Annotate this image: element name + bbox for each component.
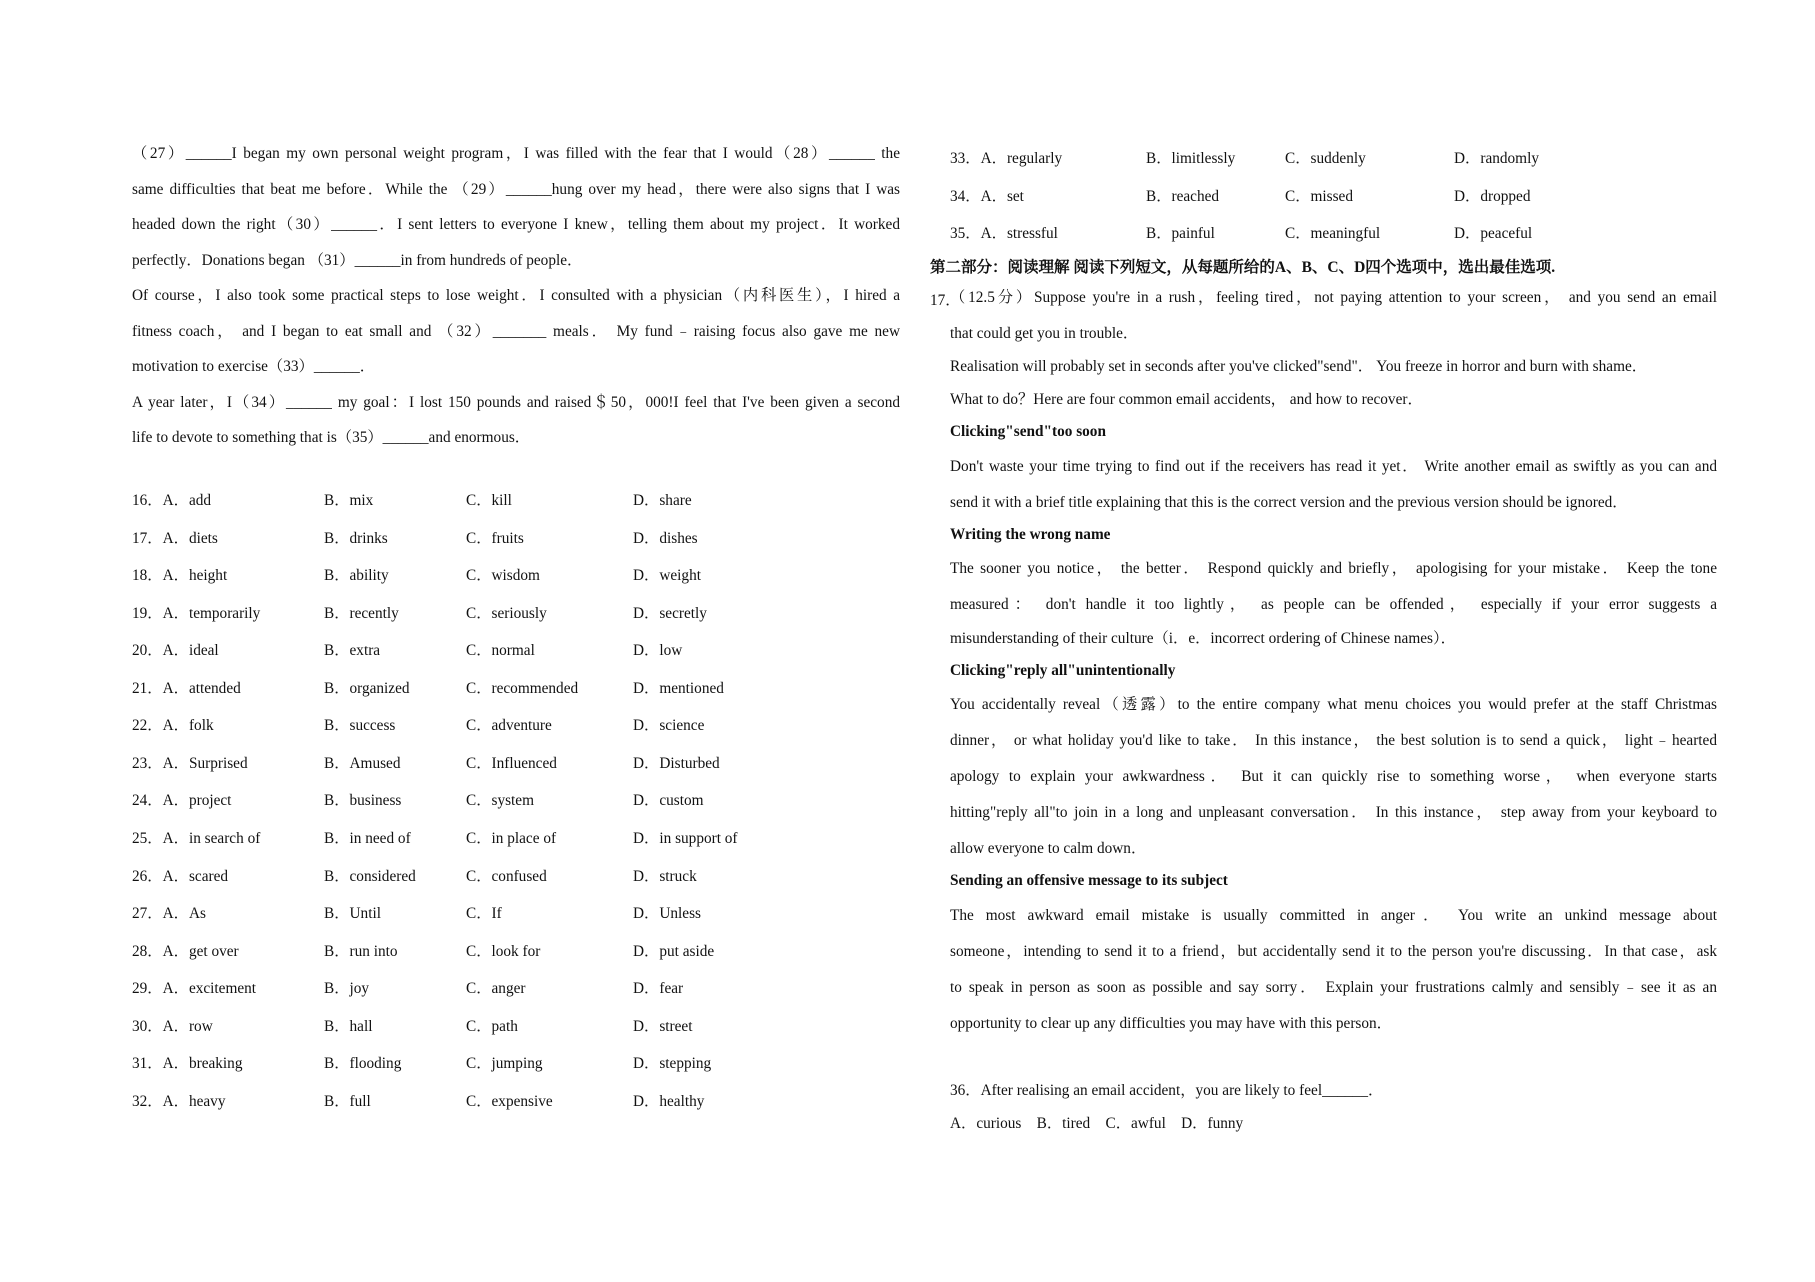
option-b: B．success	[324, 717, 396, 735]
passage-line: someone，intending to send it to a friend，but accidentally send it to the person you're discussing．In that case，ask	[950, 943, 1717, 960]
option-b: B．full	[324, 1092, 371, 1110]
passage-line: perfectly．Donations began （31）______in from hundreds of people．	[132, 251, 583, 269]
subheading: Sending an offensive message to its subject	[950, 872, 1228, 889]
option-b: B．recently	[324, 604, 399, 622]
question-number: 24．A．	[132, 792, 189, 810]
option-b: B．joy	[324, 980, 370, 998]
option-c: C．confused	[466, 867, 547, 885]
option-c: C．system	[466, 792, 534, 810]
option-c: C．Influenced	[466, 754, 557, 772]
passage-line: （12.5分）Suppose you're in a rush，feeling tired，not paying attention to your screen， and you send an email	[950, 289, 1717, 306]
cloze-passage	[132, 136, 900, 456]
option-a	[132, 1051, 242, 1073]
option-d: D．randomly	[1454, 150, 1539, 167]
question-number: 22．A．	[132, 717, 189, 735]
option-d: D．street	[633, 1017, 693, 1035]
option-c: C．jumping	[466, 1055, 543, 1073]
passage-line: opportunity to clear up any difficulties you may have with this person．	[950, 1015, 1392, 1032]
option-c: C．meaningful	[1285, 225, 1381, 242]
passage-line: The most awkward email mistake is usually committed in anger． You write an unkind message about	[950, 907, 1717, 924]
subheading: Writing the wrong name	[950, 526, 1111, 543]
option-b: B．considered	[324, 867, 416, 885]
option-a-text: attended	[188, 679, 241, 697]
passage-line: allow everyone to calm down．	[950, 840, 1147, 857]
option-c: C．If	[466, 905, 502, 923]
option-a-text: temporarily	[188, 604, 261, 622]
question-number: 30．A．	[132, 1017, 189, 1035]
option-a-text: ideal	[188, 642, 219, 660]
option-a-text: diets	[188, 529, 218, 547]
option-d: D．secretly	[633, 604, 707, 622]
passage-line: apology to explain your awkwardness． But it can quickly rise to something worse， when everyone starts	[950, 768, 1717, 785]
option-a: 34．A．set	[950, 188, 1024, 205]
option-b: B．business	[324, 792, 402, 810]
question-number: 29．A．	[132, 980, 189, 998]
option-a	[132, 939, 239, 961]
option-a	[132, 1014, 213, 1036]
option-a-text: row	[188, 1017, 213, 1035]
option-d: D．peaceful	[1454, 225, 1533, 242]
option-c: C．suddenly	[1285, 150, 1366, 167]
option-b: B．limitlessly	[1146, 150, 1236, 167]
option-a: 33．A．regularly	[950, 150, 1063, 167]
option-a: 35．A．stressful	[950, 225, 1058, 242]
passage-line: What to do？Here are four common email accidents， and how to recover．	[950, 391, 1423, 408]
passage-line: Don't waste your time trying to find out if the receivers has read it yet． Write another email as swiftly as you can and	[950, 458, 1717, 475]
option-a	[132, 601, 260, 623]
option-b: B．reached	[1146, 188, 1220, 205]
option-b: B．in need of	[324, 829, 411, 847]
option-b: B．ability	[324, 567, 389, 585]
option-d: D．healthy	[633, 1092, 705, 1110]
option-b: B．drinks	[324, 529, 388, 547]
option-b: B．flooding	[324, 1055, 402, 1073]
passage-line: misunderstanding of their culture（i．e．incorrect ordering of Chinese names）．	[950, 630, 1456, 647]
passage-line: headed down the right（30）______．I sent letters to everyone I knew，telling them about my project．It worked	[132, 216, 900, 233]
option-a-text: in search of	[188, 829, 261, 847]
option-a	[132, 713, 214, 735]
option-a	[132, 676, 241, 698]
option-a	[132, 976, 256, 998]
option-b: B．Amused	[324, 754, 401, 772]
option-d: D．dropped	[1454, 188, 1531, 205]
option-d: D．low	[633, 642, 683, 660]
option-d: D．share	[633, 492, 692, 509]
option-a-text: As	[188, 905, 206, 923]
option-d: D．fear	[633, 980, 684, 998]
section-heading: 第二部分：阅读理解 阅读下列短文，从每题所给的A、B、C、D四个选项中，选出最佳选项.	[930, 259, 1556, 276]
question-number: 27．A．	[132, 905, 189, 923]
question-number: 25．A．	[132, 829, 189, 847]
passage-line: （27）______I began my own personal weight program，I was filled with the fear that I would（28）______ the	[132, 145, 900, 162]
option-a	[132, 488, 211, 510]
option-b: B．organized	[324, 679, 410, 697]
passage-line: fitness coach， and I began to eat small and （32）_______ meals． My fund﹣raising focus also gave me new	[132, 322, 900, 340]
question-17-number: 17．	[930, 292, 961, 309]
passage-line: motivation to exercise（33）______．	[132, 358, 376, 375]
passage-line: life to devote to something that is（35）______and enormous．	[132, 429, 531, 446]
option-a-text: scared	[188, 867, 229, 885]
option-d: D．mentioned	[633, 679, 724, 697]
option-c: C．seriously	[466, 604, 547, 622]
passage-line: to speak in person as soon as possible and say sorry． Explain your frustrations calmly and sensibly﹣see it as an	[950, 979, 1717, 996]
option-a	[132, 563, 227, 585]
option-a	[132, 638, 219, 660]
passage-line: that could get you in trouble．	[950, 325, 1139, 342]
option-d: D．put aside	[633, 942, 715, 960]
option-d: D．weight	[633, 567, 701, 585]
option-a-text: heavy	[188, 1092, 226, 1110]
question-number: 21．A．	[132, 679, 189, 697]
option-d: D．in support of	[633, 829, 738, 847]
question-number: 18．A．	[132, 567, 189, 585]
option-c: C．look for	[466, 942, 541, 960]
passage-line: Of course，I also took some practical steps to lose weight．I consulted with a physician（内科医生），I hired a	[132, 287, 900, 304]
option-a	[132, 1089, 225, 1111]
passage-line: send it with a brief title explaining that this is the correct version and the previous version should be ignored．	[950, 494, 1628, 511]
option-a-text: add	[188, 492, 212, 509]
question-36: 36．After realising an email accident，you are likely to feel______．	[950, 1082, 1384, 1099]
option-c: C．in place of	[466, 829, 557, 847]
subheading: Clicking"send"too soon	[950, 423, 1106, 440]
option-c: C．adventure	[466, 717, 552, 735]
question-36-options: A．curious B．tired C．awful D．funny	[950, 1115, 1244, 1132]
option-b: B．Until	[324, 905, 381, 923]
option-b: B．hall	[324, 1017, 373, 1035]
passage-line: The sooner you notice， the better． Respond quickly and briefly， apologising for your mistake． Keep the tone	[950, 560, 1717, 577]
option-c: C．normal	[466, 642, 535, 660]
option-c: C．kill	[466, 492, 512, 509]
question-number: 20．A．	[132, 642, 189, 660]
option-c: C．path	[466, 1017, 518, 1035]
passage-line: dinner， or what holiday you'd like to take． In this instance， the best solution is to send a quick， light﹣hearted	[950, 732, 1717, 749]
subheading: Clicking"reply all"unintentionally	[950, 662, 1176, 679]
question-number: 16．A．	[132, 492, 189, 509]
option-d: D．struck	[633, 867, 697, 885]
question-number: 23．A．	[132, 754, 189, 772]
option-a	[132, 751, 248, 773]
option-a-text: breaking	[188, 1055, 243, 1073]
option-a	[132, 788, 231, 810]
option-b: B．painful	[1146, 225, 1215, 242]
option-c: C．missed	[1285, 188, 1353, 205]
option-d: D．science	[633, 717, 705, 735]
passage-line: A year later，I（34）______ my goal：I lost 150 pounds and raised＄50，000!I feel that I've been given a second	[132, 393, 900, 411]
option-c: C．wisdom	[466, 567, 540, 585]
option-b: B．extra	[324, 642, 381, 660]
option-a-text: height	[188, 567, 228, 585]
passage-line: hitting"reply all"to join in a long and unpleasant conversation． In this instance， step away from your keyboard to	[950, 804, 1717, 821]
question-number: 26．A．	[132, 867, 189, 885]
question-number: 17．A．	[132, 529, 189, 547]
question-number: 31．A．	[132, 1055, 189, 1073]
option-a	[132, 864, 228, 886]
passage-line: Realisation will probably set in seconds after you've clicked"send"． You freeze in horror and burn with shame．	[950, 358, 1648, 375]
option-d: D．stepping	[633, 1055, 712, 1073]
option-b: B．run into	[324, 942, 398, 960]
option-d: D．Unless	[633, 905, 701, 923]
option-c: C．recommended	[466, 679, 579, 697]
option-d: D．custom	[633, 792, 704, 810]
question-number: 28．A．	[132, 942, 189, 960]
option-a	[132, 526, 218, 548]
option-a-text: project	[188, 792, 232, 810]
passage-line: same difficulties that beat me before．While the （29）______hung over my head，there were also signs that I was	[132, 180, 900, 198]
option-c: C．anger	[466, 980, 526, 998]
option-c: C．expensive	[466, 1092, 553, 1110]
option-b: B．mix	[324, 492, 374, 509]
option-a-text: get over	[188, 942, 239, 960]
option-a-text: Surprised	[188, 754, 248, 772]
option-d: D．dishes	[633, 529, 698, 547]
passage-line: measured： don't handle it too lightly， as people can be offended， especially if your error suggests a	[950, 596, 1717, 613]
option-a	[132, 826, 260, 848]
passage-line: You accidentally reveal（透露）to the entire company what menu choices you would prefer at the staff Christmas	[950, 696, 1717, 713]
question-number: 19．A．	[132, 604, 189, 622]
option-a	[132, 901, 206, 923]
option-a-text: folk	[188, 717, 214, 735]
option-c: C．fruits	[466, 529, 524, 547]
option-a-text: excitement	[188, 980, 257, 998]
option-d: D．Disturbed	[633, 754, 720, 772]
question-number: 32．A．	[132, 1092, 189, 1110]
